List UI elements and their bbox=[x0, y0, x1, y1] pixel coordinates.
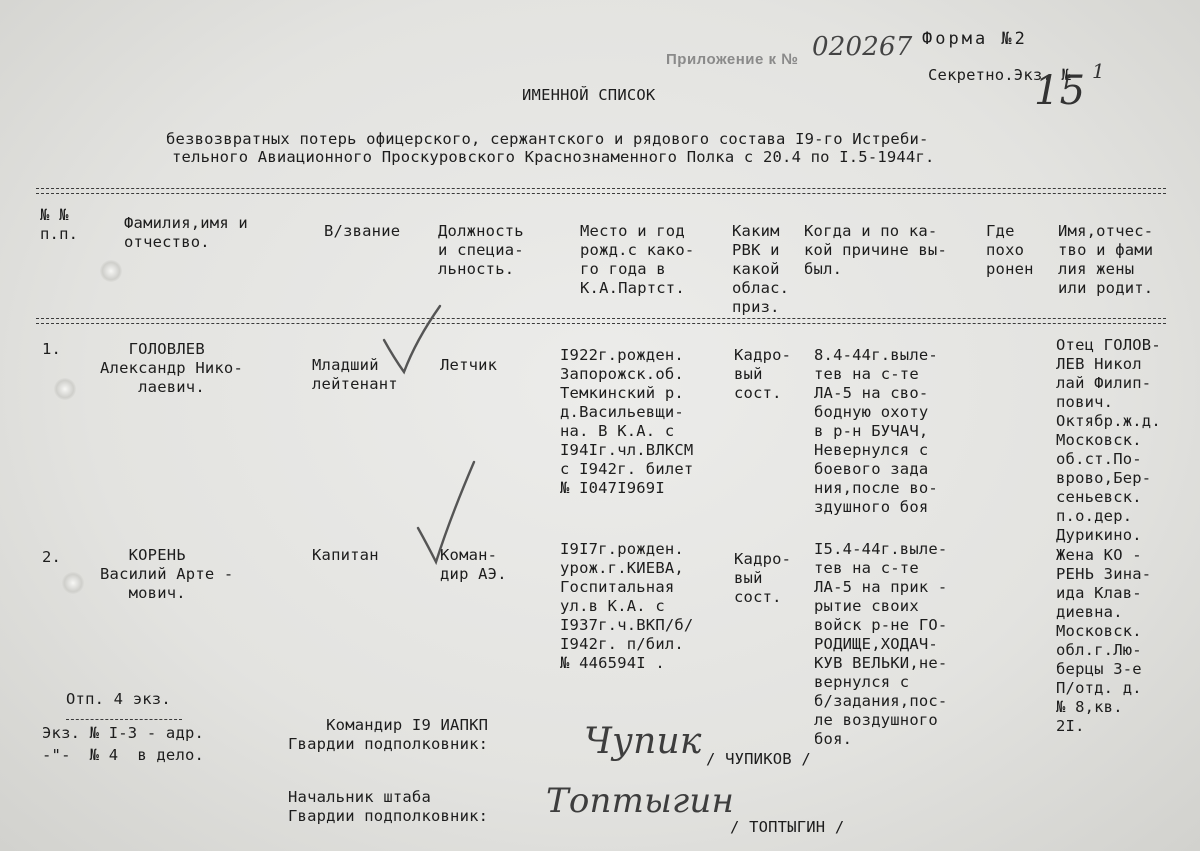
row-2-rvk: Кадро- вый сост. bbox=[734, 550, 792, 606]
footer-rule bbox=[66, 719, 182, 720]
row-1-rank: Младший лейтенант bbox=[312, 356, 398, 393]
table-top-rule bbox=[36, 193, 1166, 194]
form-number: Форма №2 bbox=[922, 29, 1028, 49]
row-2-birth: I9I7г.рожден. урож.г.КИЕВА, Госпитальная ул.в К.А. с I937г.ч.ВКП/б/ I942г. п/бил. № 446594I . bbox=[560, 540, 694, 672]
copy-distribution-1: Экз. № I-3 - адр. bbox=[42, 724, 205, 742]
row-2-name: КОРЕНЬ Василий Арте - мович. bbox=[100, 546, 234, 602]
row-2-rank: Капитан bbox=[312, 546, 379, 564]
row-2-reason: I5.4-44г.выле- тев на с-те ЛА-5 на прик - рытие своих войск р-не ГО- РОДИЩЕ,ХОДАЧ- КУВ ВЕЛЬКИ,не- вернулся с б/задания,пос- ле воздушного боя. bbox=[814, 540, 948, 748]
row-2-position: Коман- дир АЭ. bbox=[440, 546, 507, 583]
column-header: Должность и специа- льность. bbox=[438, 222, 524, 278]
column-header: Где похо ронен bbox=[986, 222, 1034, 278]
check-mark-icon bbox=[412, 458, 482, 568]
column-header: Каким РВК и какой облас. приз. bbox=[732, 222, 790, 316]
document-title: ИМЕННОЙ СПИСОК bbox=[522, 86, 656, 104]
row-2-number: 2. bbox=[42, 548, 62, 566]
column-header: Место и год рожд.с како- го года в К.А.Партст. bbox=[580, 222, 695, 297]
commander-name: / ЧУПИКОВ / bbox=[706, 750, 811, 768]
stamp-label: Приложение к № bbox=[666, 51, 799, 68]
subtitle-line-2: тельного Авиационного Проскуровского Краснознаменного Полка с 20.4 по I.5-1944г. bbox=[172, 148, 935, 166]
secret-label: Секретно.Экз. № bbox=[928, 66, 1071, 84]
secret-copy: 1 bbox=[1092, 59, 1105, 83]
column-header: Имя,отчес- тво и фами лия жены или родит. bbox=[1058, 222, 1154, 297]
subtitle-line-1: безвозвратных потерь офицерского, сержантского и рядового состава I9-го Истреби- bbox=[166, 130, 929, 148]
commander-title: Командир I9 ИАПКП Гвардии подполковник: bbox=[288, 716, 489, 753]
row-1-reason: 8.4-44г.выле- тев на с-те ЛА-5 на сво- бодную охоту в р-н БУЧАЧ, Невернулся с боевого зада ния,после во- здушного боя bbox=[814, 346, 938, 516]
row-1-name: ГОЛОВЛЕВ Александр Нико- лаевич. bbox=[100, 340, 243, 396]
row-1-birth: I922г.рожден. Запорожск.об. Темкинский р. д.Васильевщи- на. В К.А. с I94Iг.чл.ВЛКСМ с I942г. билет № I047I969I bbox=[560, 346, 694, 497]
check-mark-icon bbox=[380, 300, 450, 380]
row-1-relatives: Отец ГОЛОВ- ЛЕВ Никол лай Филип- пович. Октябр.ж.д. Московск. об.ст.По- врово,Бер- сеньевск. п.о.дер. Дурикино. bbox=[1056, 336, 1161, 544]
chief-of-staff-title: Начальник штаба Гвардии подполковник: bbox=[288, 788, 489, 825]
row-1-number: 1. bbox=[42, 340, 62, 358]
copies-note: Отп. 4 экз. bbox=[66, 690, 171, 708]
table-header-rule bbox=[36, 318, 1166, 319]
column-header: Когда и по ка- кой причине вы- был. bbox=[804, 222, 947, 278]
sheet-number: 15 bbox=[1034, 68, 1086, 114]
punch-hole bbox=[62, 572, 84, 594]
table-header-rule bbox=[36, 323, 1166, 324]
column-header: Фамилия,имя и отчество. bbox=[124, 214, 248, 251]
chief-of-staff-name: / ТОПТЫГИН / bbox=[730, 818, 845, 836]
commander-signature: Чупик bbox=[584, 721, 702, 762]
column-header: № № п.п. bbox=[40, 206, 79, 243]
row-1-rvk: Кадро- вый сост. bbox=[734, 346, 792, 402]
column-header: В/звание bbox=[324, 222, 401, 240]
stamp-number: 020267 bbox=[812, 32, 913, 62]
punch-hole bbox=[100, 260, 122, 282]
table-top-rule bbox=[36, 188, 1166, 189]
chief-of-staff-signature: Топтыгин bbox=[546, 781, 735, 821]
row-2-relatives: Жена КО - РЕНЬ Зина- ида Клав- диевна. Московск. обл.г.Лю- берцы 3-е П/отд. д. № 8,кв. 2I. bbox=[1056, 546, 1152, 735]
copy-distribution-2: -"- № 4 в дело. bbox=[42, 746, 205, 764]
punch-hole bbox=[54, 378, 76, 400]
row-1-position: Летчик bbox=[440, 356, 498, 374]
